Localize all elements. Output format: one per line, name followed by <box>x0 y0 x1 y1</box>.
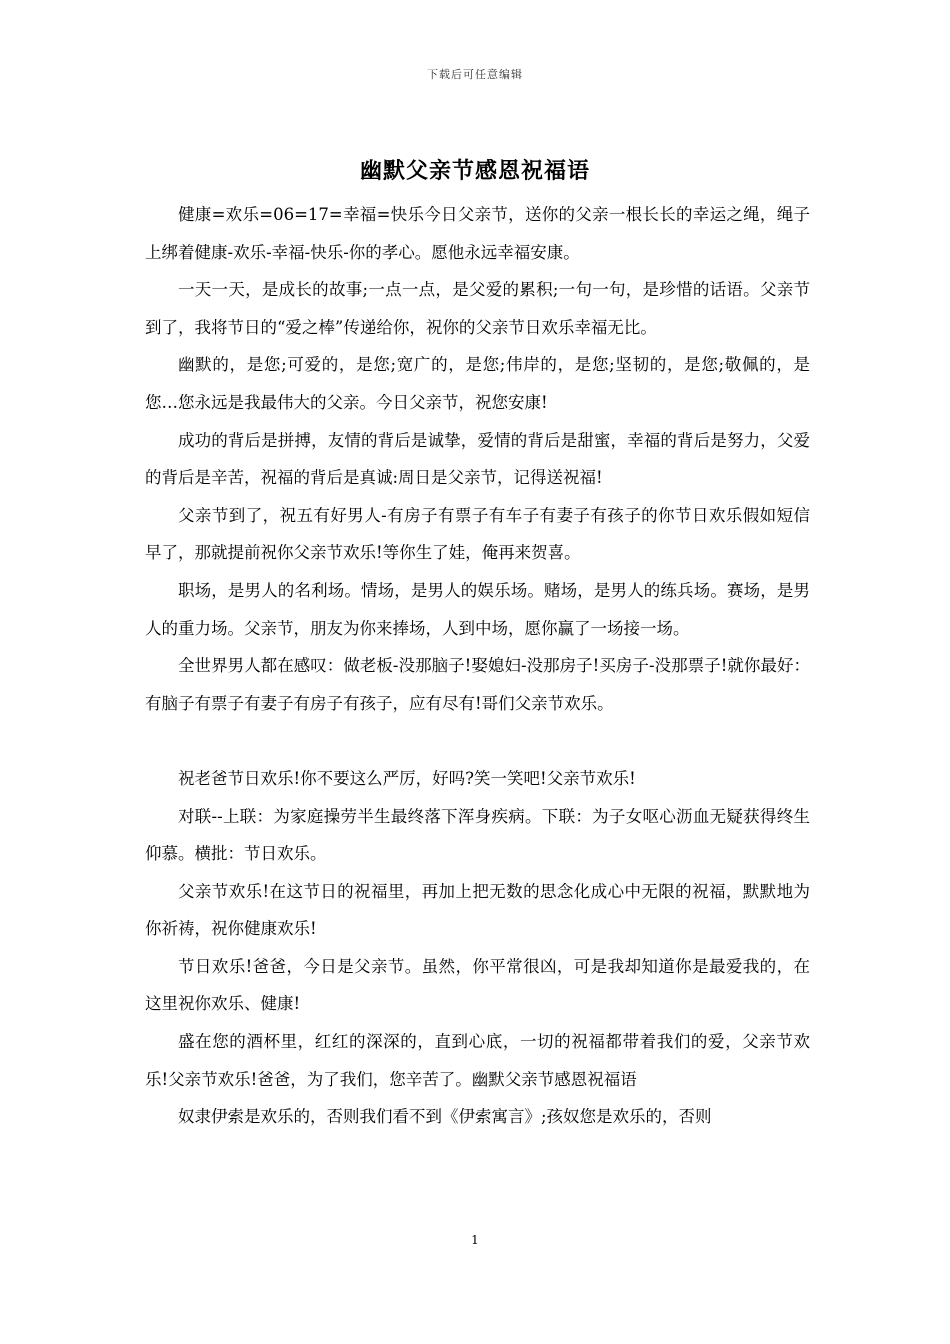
paragraph: 幽默的，是您;可爱的，是您;宽广的，是您;伟岸的，是您;坚韧的，是您;敬佩的，是您…您永远是我最伟大的父亲。今日父亲节，祝您安康! <box>145 355 810 412</box>
document-title: 幽默父亲节感恩祝福语 <box>359 159 590 184</box>
paragraph: 职场，是男人的名利场。情场，是男人的娱乐场。赌场，是男人的练兵场。赛场，是男人的重力场。父亲节，朋友为你来捧场，人到中场，愿你赢了一场接一场。 <box>145 580 810 638</box>
paragraph: 全世界男人都在感叹：做老板-没那脑子!娶媳妇-没那房子!买房子-没那票子!就你最好：有脑子有票子有妻子有房子有孩子，应有尽有!哥们父亲节欢乐。 <box>145 656 810 713</box>
header-note: 下载后可任意编辑 <box>427 68 523 81</box>
paragraph: 健康=欢乐=06=17=幸福=快乐今日父亲节，送你的父亲一根长长的幸运之绳，绳子上绑着健康-欢乐-幸福-快乐-你的孝心。愿他永远幸福安康。 <box>145 205 810 262</box>
paragraph: 节日欢乐!爸爸，今日是父亲节。虽然，你平常很凶，可是我却知道你是最爱我的，在这里祝你欢乐、健康! <box>145 956 810 1014</box>
paragraph: 父亲节到了，祝五有好男人-有房子有票子有车子有妻子有孩子的你节日欢乐假如短信早了，那就提前祝你父亲节欢乐!等你生了娃，俺再来贺喜。 <box>145 505 810 563</box>
page-number: 1 <box>471 1233 479 1247</box>
paragraph: 成功的背后是拼搏，友情的背后是诚挚，爱情的背后是甜蜜，幸福的背后是努力，父爱的背后是辛苦，祝福的背后是真诚:周日是父亲节，记得送祝福! <box>145 430 810 488</box>
blank-line <box>145 722 810 760</box>
paragraph: 奴隶伊索是欢乐的，否则我们看不到《伊索寓言》;孩奴您是欢乐的，否则 <box>178 1107 712 1127</box>
paragraph: 盛在您的酒杯里，红红的深深的，直到心底，一切的祝福都带着我们的爱，父亲节欢乐!父亲节欢乐!爸爸，为了我们，您辛苦了。幽默父亲节感恩祝福语 <box>145 1032 810 1089</box>
document-body <box>145 196 810 1136</box>
paragraph: 一天一天，是成长的故事;一点一点，是父爱的累积;一句一句，是珍惜的话语。父亲节到了，我将节日的“爱之棒”传递给你，祝你的父亲节日欢乐幸福无比。 <box>145 280 810 337</box>
paragraph: 父亲节欢乐!在这节日的祝福里，再加上把无数的思念化成心中无限的祝福，默默地为你祈祷，祝你健康欢乐! <box>145 881 810 939</box>
paragraph: 祝老爸节日欢乐!你不要这么严厉，好吗?笑一笑吧!父亲节欢乐! <box>178 768 636 788</box>
paragraph: 对联--上联：为家庭操劳半生最终落下浑身疾病。下联：为子女呕心沥血无疑获得终生仰慕。横批：节日欢乐。 <box>145 806 810 864</box>
